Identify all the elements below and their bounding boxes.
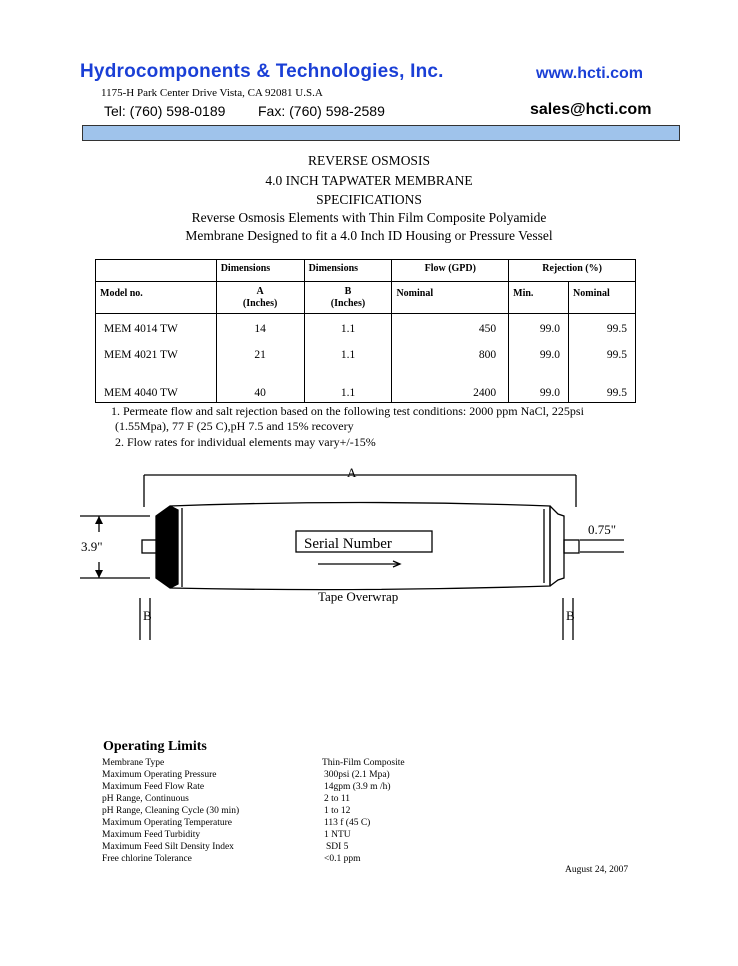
limit-value: <0.1 ppm bbox=[324, 854, 361, 864]
label-serial-number: Serial Number bbox=[304, 536, 392, 552]
cell-nominal: 99.5 bbox=[569, 345, 636, 373]
cell-flow: 450 bbox=[392, 314, 509, 345]
title-line-3: SPECIFICATIONS bbox=[316, 192, 422, 207]
cell-flow: 2400 bbox=[392, 373, 509, 403]
cell-model: MEM 4014 TW bbox=[96, 314, 217, 345]
cell-a: 21 bbox=[216, 345, 304, 373]
cell-a: 40 bbox=[216, 373, 304, 403]
label-end-length: 0.75" bbox=[588, 522, 617, 537]
label-b-left: B bbox=[143, 608, 152, 623]
company-name: Hydrocomponents & Technologies, Inc. bbox=[80, 61, 444, 82]
cell-a: 14 bbox=[216, 314, 304, 345]
email-link[interactable]: sales@hcti.com bbox=[530, 101, 652, 118]
limit-label: Maximum Feed Flow Rate bbox=[102, 782, 205, 792]
limit-label: Free chlorine Tolerance bbox=[102, 854, 192, 864]
title-line-1: REVERSE OSMOSIS bbox=[308, 153, 430, 168]
header-rejection-min: Min. bbox=[509, 282, 569, 314]
limit-value: 300psi (2.1 Mpa) bbox=[324, 770, 390, 780]
header-flow-nominal: Nominal bbox=[392, 282, 509, 314]
limit-value: 14gpm (3.9 m /h) bbox=[324, 782, 391, 792]
header-b bbox=[304, 282, 392, 314]
note-1-line-2: (1.55Mpa), 77 F (25 C),pH 7.5 and 15% recovery bbox=[115, 419, 354, 433]
header-divider-bar bbox=[82, 125, 680, 141]
limit-label: pH Range, Cleaning Cycle (30 min) bbox=[102, 806, 240, 816]
limit-label: Membrane Type bbox=[102, 758, 165, 768]
header-a-label: A bbox=[256, 286, 264, 297]
fax: Fax: (760) 598-2589 bbox=[258, 103, 385, 119]
title-line-4: Reverse Osmosis Elements with Thin Film Composite Polyamide bbox=[191, 210, 547, 225]
document-date: August 24, 2007 bbox=[565, 865, 629, 875]
header-rejection: Rejection (%) bbox=[509, 260, 636, 282]
table-row bbox=[96, 345, 636, 373]
cell-b: 1.1 bbox=[304, 373, 392, 403]
website-link[interactable]: www.hcti.com bbox=[536, 65, 643, 82]
cell-min: 99.0 bbox=[509, 314, 569, 345]
label-b-right: B bbox=[566, 608, 575, 623]
header-model: Model no. bbox=[96, 282, 217, 314]
operating-limits-title: Operating Limits bbox=[103, 739, 207, 754]
header-dimensions-b: Dimensions bbox=[304, 260, 392, 282]
header-a bbox=[216, 282, 304, 314]
cell-b: 1.1 bbox=[304, 345, 392, 373]
spec-table bbox=[95, 259, 636, 403]
limit-label: Maximum Feed Silt Density Index bbox=[102, 842, 234, 852]
cell-model: MEM 4021 TW bbox=[96, 345, 217, 373]
limit-label: Maximum Operating Temperature bbox=[102, 818, 233, 828]
table-row bbox=[96, 314, 636, 345]
cell-nominal: 99.5 bbox=[569, 314, 636, 345]
header-b-unit: (Inches) bbox=[330, 298, 366, 309]
limit-value: Thin-Film Composite bbox=[322, 758, 405, 768]
header-flow: Flow (GPD) bbox=[392, 260, 509, 282]
title-line-5: Membrane Designed to fit a 4.0 Inch ID Housing or Pressure Vessel bbox=[185, 228, 553, 243]
cell-min: 99.0 bbox=[509, 345, 569, 373]
cell-min: 99.0 bbox=[509, 373, 569, 403]
cell-model: MEM 4040 TW bbox=[96, 373, 217, 403]
cell-flow: 800 bbox=[392, 345, 509, 373]
header-dimensions-a: Dimensions bbox=[216, 260, 304, 282]
limit-label: Maximum Operating Pressure bbox=[102, 770, 217, 780]
note-2: 2. Flow rates for individual elements may vary+/-15% bbox=[115, 435, 376, 449]
membrane-diagram bbox=[0, 455, 738, 660]
cell-b: 1.1 bbox=[304, 314, 392, 345]
limit-label: Maximum Feed Turbidity bbox=[102, 830, 201, 840]
header-a-unit: (Inches) bbox=[242, 298, 278, 309]
note-1-line-1: 1. Permeate flow and salt rejection based on the following test conditions: 2000 ppm NaCl, 225psi bbox=[111, 404, 584, 418]
title-line-2: 4.0 INCH TAPWATER MEMBRANE bbox=[265, 173, 473, 188]
limit-value: SDI 5 bbox=[326, 842, 349, 852]
header-rejection-nominal: Nominal bbox=[569, 282, 636, 314]
limit-label: pH Range, Continuous bbox=[102, 794, 189, 804]
label-diameter: 3.9" bbox=[81, 539, 103, 554]
limit-value: 2 to 11 bbox=[324, 794, 351, 804]
company-address: 1175-H Park Center Drive Vista, CA 92081 U.S.A bbox=[101, 87, 323, 99]
limit-value: 1 to 12 bbox=[324, 806, 351, 816]
table-row bbox=[96, 373, 636, 403]
label-a: A bbox=[347, 465, 357, 480]
label-tape-overwrap: Tape Overwrap bbox=[318, 589, 399, 604]
cell-nominal: 99.5 bbox=[569, 373, 636, 403]
header-b-label: B bbox=[344, 286, 352, 297]
telephone: Tel: (760) 598-0189 bbox=[104, 103, 226, 119]
limit-value: 113 f (45 C) bbox=[324, 818, 371, 828]
limit-value: 1 NTU bbox=[324, 830, 351, 840]
